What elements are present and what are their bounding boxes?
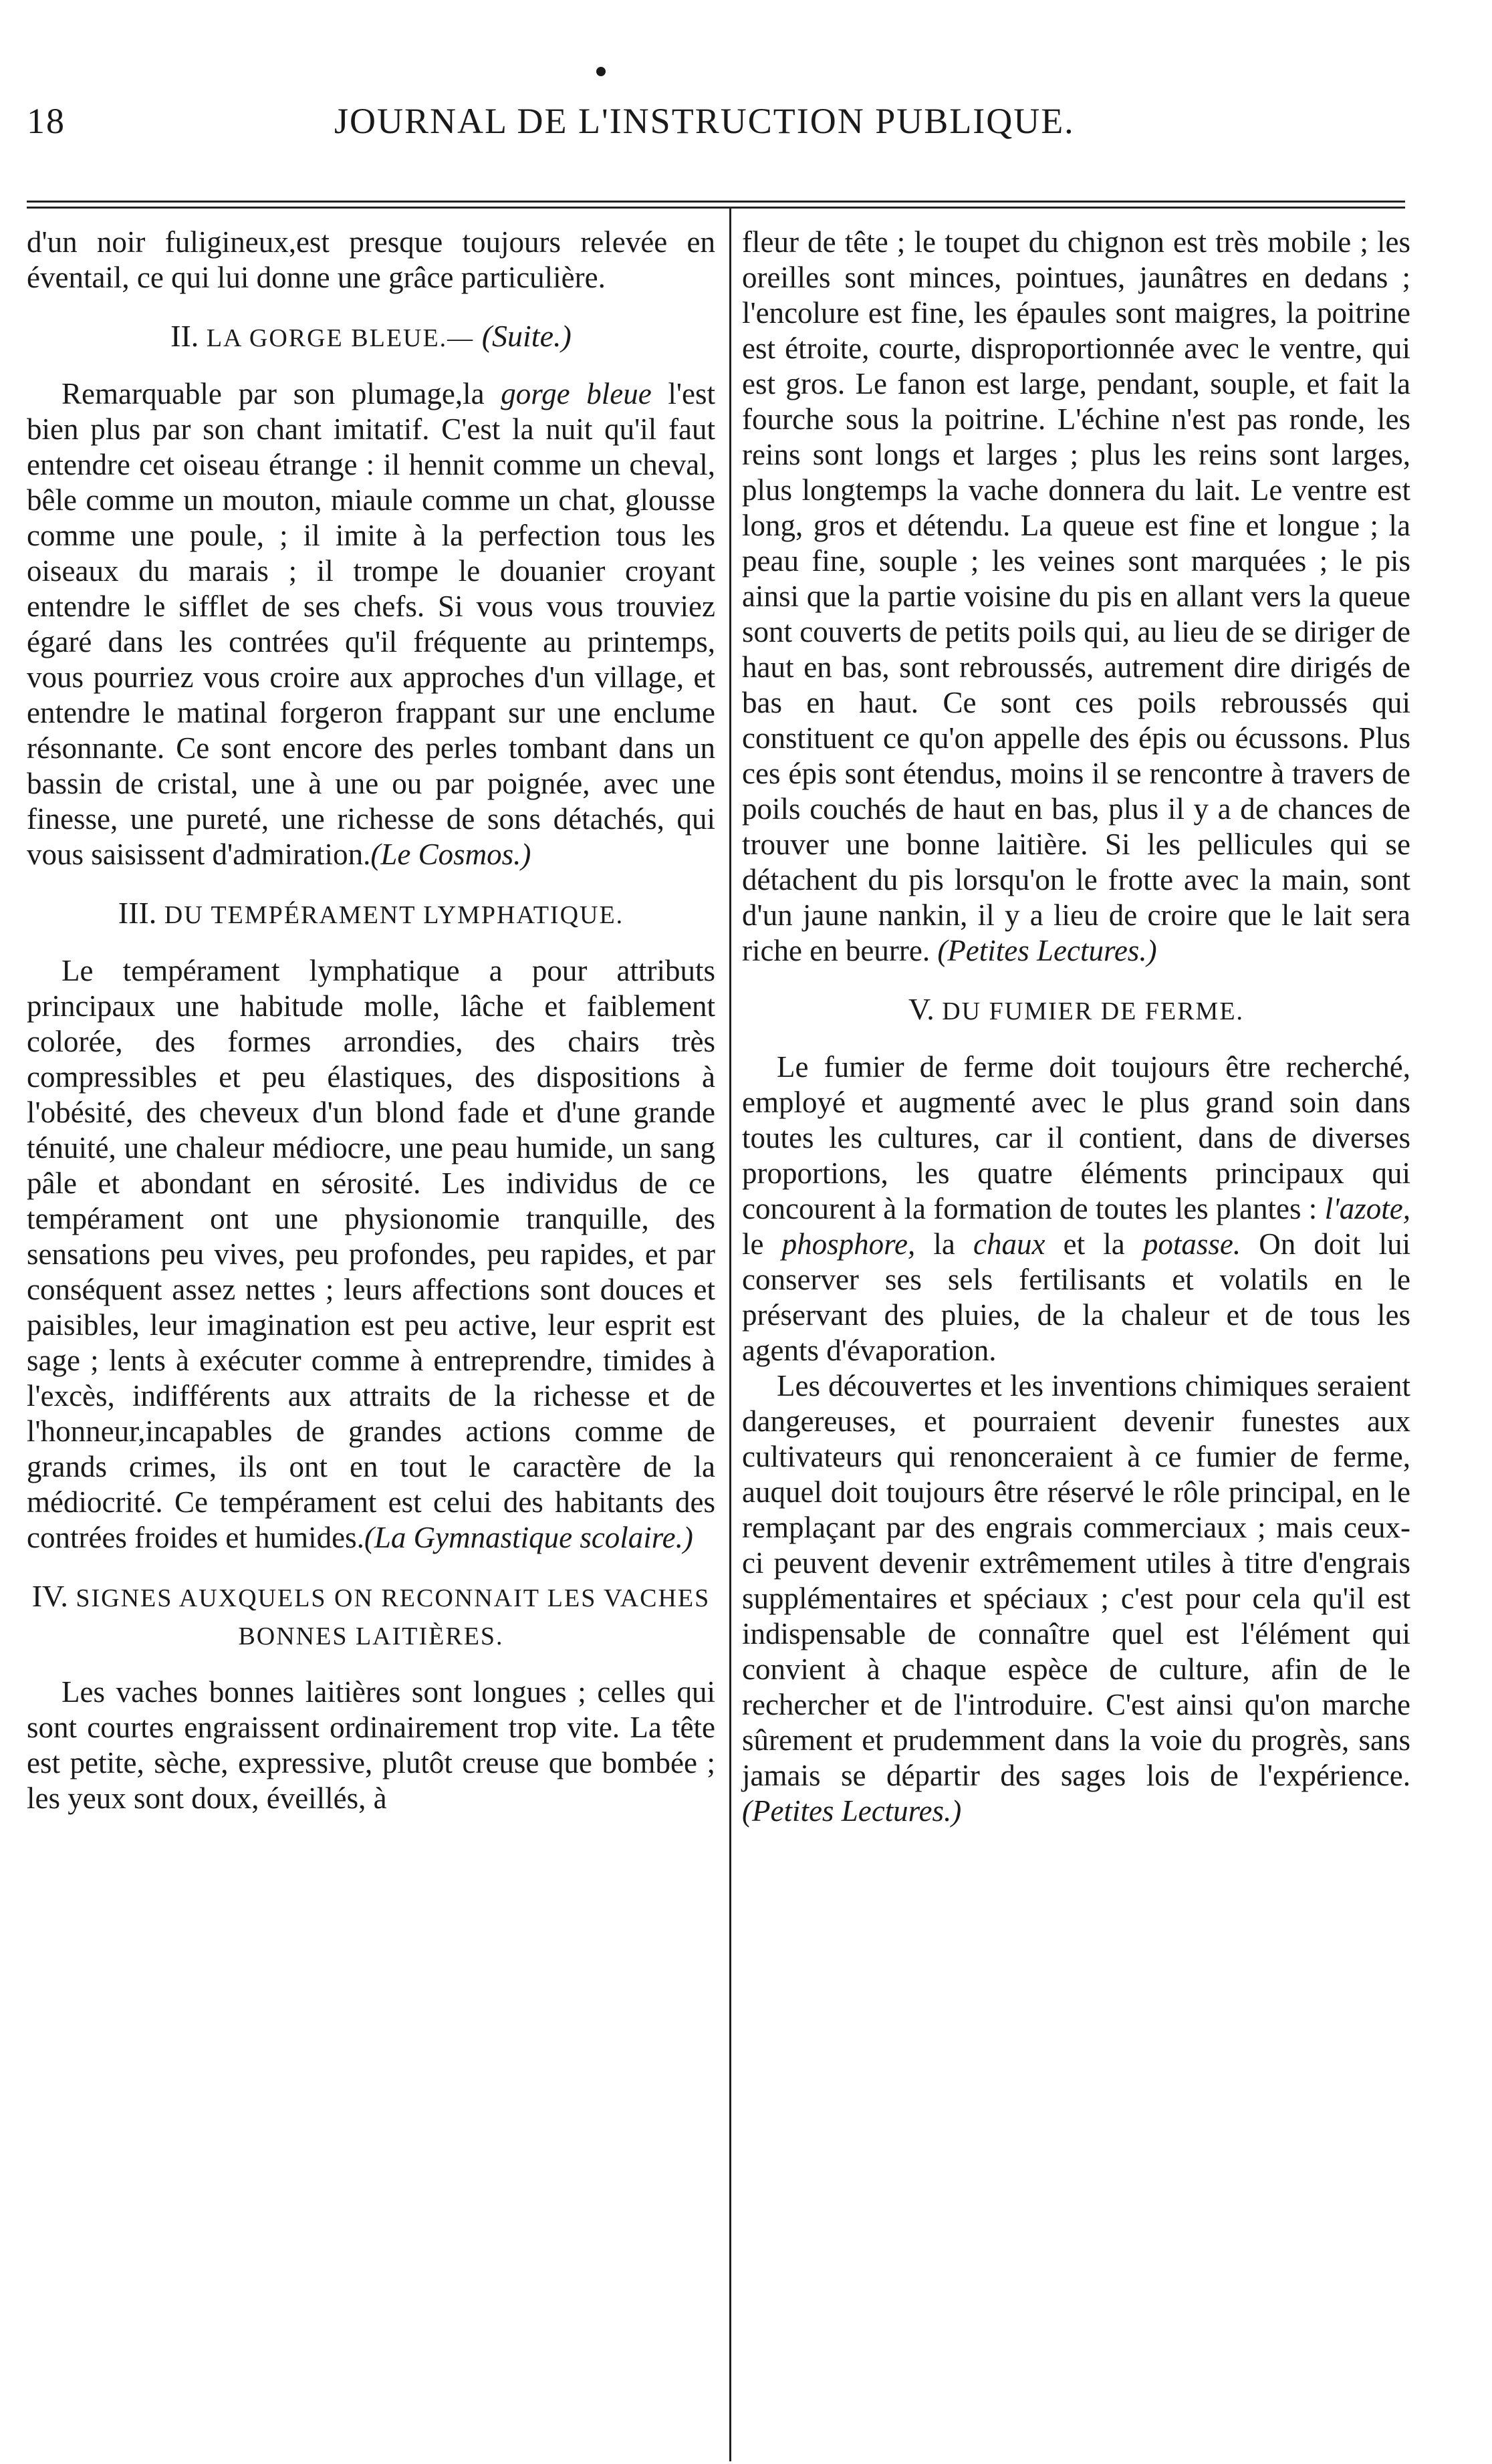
section-title: LA GORGE BLEUE.— (206, 324, 475, 352)
header-rule (27, 201, 1405, 203)
text-run: la (933, 1227, 955, 1261)
continued-paragraph: d'un noir fuligineux,est presque toujours relevée en éventail, ce qui lui donne une grâce particulière. (27, 225, 715, 294)
source-citation: (La Gymnastique scolaire.) (364, 1521, 693, 1554)
source-citation: (Petites Lectures.) (742, 1794, 962, 1828)
column-divider (729, 209, 731, 2461)
section-heading-vaches (27, 1578, 715, 1654)
section-heading-lymphatique (27, 895, 715, 933)
section-heading-fumier (742, 991, 1410, 1029)
text-run: Les découvertes et les inventions chimiques seraient dangereuses, et pourraient devenir funestes aux cultivateurs qui renonceraient à ce fumier de ferme, auquel doit toujours être réservé le rôle principal, en le remplaçant par des engrais commerciaux ; mais ceux-ci peuvent devenir extrêmement utiles à titre d'engrais supplémentaires et spéciaux ; c'est pour cela qu'il est indispensable de connaître quel est l'élément qui convient à chaque espèce de culture, afin de le rechercher et de l'introduire. C'est ainsi qu'on marche sûrement et prudemment dans la voie du progrès, sans jamais se départir des sages lois de l'expérience. (742, 1369, 1410, 1792)
section-number: II. (170, 319, 199, 353)
right-column (742, 225, 1410, 1829)
paragraph-vaches: Les vaches bonnes laitières sont longues ; celles qui sont courtes engraissent ordinairement trop vite. La tête est petite, sèche, expressive, plutôt creuse que bombée ; les yeux sont doux, éveillés, à (27, 1675, 715, 1815)
source-citation: (Le Cosmos.) (370, 838, 531, 871)
section-heading-gorge-bleue (27, 318, 715, 356)
text-run: Remarquable par son plumage,la (61, 377, 485, 410)
paragraph-fumier-1 (742, 1050, 1410, 1368)
text-run: l'est bien plus par son chant imitatif. C'est la nuit qu'il faut entendre cet oiseau étrange : il hennit comme un cheval, bêle comme un mouton, miaule comme un chat, glousse comme une poule, ; il imite à la perfection tous les oiseaux du marais ; il trompe le douanier croyant entendre le sifflet de ses chefs. Si vous vous trouviez égaré dans les contrées qu'il fréquente au printemps, vous pourriez vous croire aux approches d'un village, et entendre le matinal forgeron frappant sur une enclume résonnante. Ce sont encore des perles tombant dans un bassin de cristal, une à une ou par poignée, avec une finesse, une pureté, une richesse de sons détachés, qui vous saisissent d'admiration. (27, 377, 716, 871)
section-number: III. (118, 896, 157, 930)
text-run: Le tempérament lymphatique a pour attributs principaux une habitude molle, lâche et faiblement colorée, des formes arrondies, des chairs très compressibles et peu élastiques, des dispositions à l'obésité, des cheveux d'un blond fade et d'une grande ténuité, une chaleur médiocre, une peau humide, un sang pâle et abondant en sérosité. Les individus de ce tempérament ont une physionomie tranquille, des sensations peu vives, peu profondes, peu rapides, et par conséquent assez nettes ; leurs affections sont douces et paisibles, leur imagination est peu active, leur esprit est sage ; lents à exécuter comme à entreprendre, timides à l'excès, indifférents aux attraits de la richesse et de l'honneur,incapables de grandes actions comme de grands crimes, ils ont en tout le caractère de la médiocrité. Ce tempérament est celui des habitants des contrées froides et humides. (27, 954, 715, 1554)
header-rule-double (27, 207, 1405, 209)
italic-term: l'azote, (1324, 1192, 1410, 1225)
section-suite: (Suite.) (481, 319, 572, 353)
italic-term: phosphore, (781, 1227, 916, 1261)
section-title: DU TEMPÉRAMENT LYMPHATIQUE. (164, 901, 624, 929)
source-citation: (Petites Lectures.) (937, 934, 1157, 967)
text-run: On doit lui conserver ses sels fertilisants et volatils en le préservant des pluies, de la chaleur et de tous les agents d'évaporation. (742, 1227, 1411, 1367)
page-number: 18 (27, 101, 66, 141)
left-column (27, 225, 715, 1816)
section-title: DU FUMIER DE FERME. (942, 997, 1245, 1025)
paragraph-lymphatique (27, 953, 715, 1556)
text-run: Le fumier de ferme doit toujours être recherché, employé et augmenté avec le plus grand soin dans toutes les cultures, car il contient, dans de diverses proportions, les quatre éléments principaux qui concourent à la formation de toutes les plantes : (742, 1050, 1410, 1225)
ink-dot (596, 67, 606, 76)
continued-paragraph (742, 225, 1410, 969)
italic-term: chaux (973, 1227, 1045, 1261)
italic-term: potasse. (1142, 1227, 1241, 1261)
section-number: IV. (31, 1579, 68, 1613)
paragraph-gorge-bleue (27, 376, 715, 872)
running-title: JOURNAL DE L'INSTRUCTION PUBLIQUE. (334, 101, 1075, 141)
text-run: fleur de tête ; le toupet du chignon est très mobile ; les oreilles sont minces, pointues, jaunâtres en dedans ; l'encolure est fine, les épaules sont maigres, la poitrine est étroite, courte, disproportionnée avec le ventre, qui est gros. Le fanon est large, pendant, souple, et fait la fourche sous la poitrine. L'échine n'est pas ronde, les reins sont longs et larges ; plus les reins sont larges, plus longtemps la vache donnera du lait. Le ventre est long, gros et détendu. La queue est fine et longue ; la peau fine, souple ; les veines sont marquées ; le pis ainsi que la partie voisine du pis en allant vers la queue sont couverts de petits poils qui, au lieu de se diriger de haut en bas, sont rebroussés, autrement dire dirigés de bas en haut. Ce sont ces poils rebroussés qui constituent ce qu'on appelle des épis ou écussons. Plus ces épis sont étendus, moins il se rencontre à travers de poils couchés de haut en bas, plus il y a de chances de trouver une bonne laitière. Si les pellicules qui se détachent du pis lorsqu'on le frotte avec la main, sont d'un jaune nankin, il y a lieu de croire que le lait sera riche en beurre. (742, 225, 1410, 967)
page-header (27, 100, 1465, 160)
text-run: le (742, 1227, 764, 1261)
paragraph-fumier-2 (742, 1368, 1410, 1829)
italic-term: gorge bleue (501, 377, 652, 410)
text-run: et la (1063, 1227, 1125, 1261)
section-number: V. (908, 992, 935, 1026)
section-title: SIGNES AUXQUELS ON RECONNAIT LES VACHES BONNES LAITIÈRES. (76, 1584, 711, 1650)
